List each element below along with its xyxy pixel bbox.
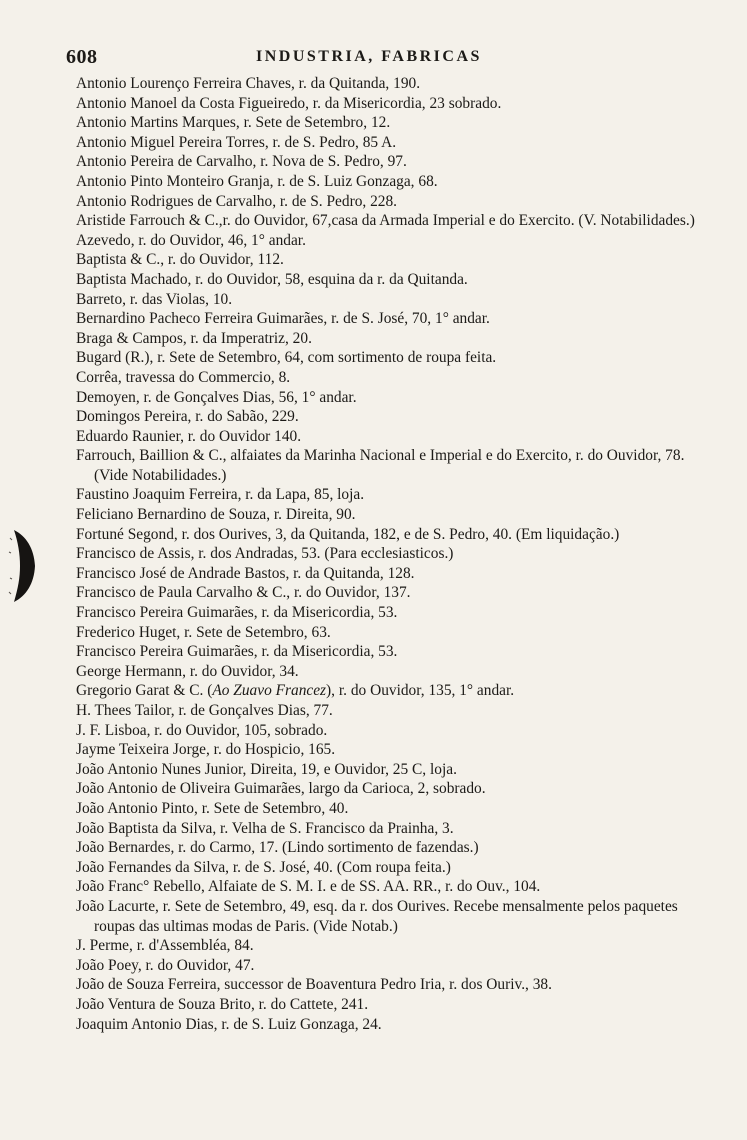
directory-entry: João Poey, r. do Ouvidor, 47. <box>76 956 255 974</box>
directory-entry: Francisco José de Andrade Bastos, r. da Quitanda, 128. <box>76 564 415 582</box>
directory-entry: Feliciano Bernardino de Souza, r. Direita, 90. <box>76 506 356 524</box>
directory-entry: H. Thees Tailor, r. de Gonçalves Dias, 77. <box>76 702 333 719</box>
directory-entry: João Franc° Rebello, Alfaiate de S. M. I. e de SS. AA. RR., r. do Ouv., 104. <box>76 878 541 896</box>
directory-entry: Francisco Pereira Guimarães, r. da Misericordia, 53. <box>76 643 398 661</box>
directory-entry: George Hermann, r. do Ouvidor, 34. <box>76 662 299 680</box>
page-header <box>66 44 706 74</box>
entry-text: ), r. do Ouvidor, 135, 1° andar. <box>326 682 515 700</box>
directory-entry: Aristide Farrouch & C.,r. do Ouvidor, 67,casa da Armada Imperial e do Exercito. (V. Notabilidades.) <box>76 212 695 230</box>
directory-entry: Antonio Pereira de Carvalho, r. Nova de S. Pedro, 97. <box>76 153 407 171</box>
directory-entry: João Antonio Nunes Junior, Direita, 19, e Ouvidor, 25 C, loja. <box>76 760 457 778</box>
directory-entry: Antonio Manoel da Costa Figueiredo, r. da Misericordia, 23 sobrado. <box>76 94 502 112</box>
directory-entry: João Antonio Pinto, r. Sete de Setembro, 40. <box>76 799 349 817</box>
directory-entry: Antonio Pinto Monteiro Granja, r. de S. Luiz Gonzaga, 68. <box>76 172 438 190</box>
directory-entry: João Ventura de Souza Brito, r. do Cattete, 241. <box>76 995 369 1013</box>
directory-entry: Bernardino Pacheco Ferreira Guimarães, r. de S. José, 70, 1° andar. <box>76 310 490 328</box>
directory-entry: Francisco de Paula Carvalho & C., r. do Ouvidor, 137. <box>76 584 411 602</box>
directory-entry: J. Perme, r. d'Assembléa, 84. <box>76 937 254 955</box>
directory-entry: João Antonio de Oliveira Guimarães, largo da Carioca, 2, sobrado. <box>76 780 486 798</box>
directory-entry: Fortuné Segond, r. dos Ourives, 3, da Quitanda, 182, e de S. Pedro, 40. (Em liquidação.) <box>76 525 620 543</box>
directory-entry: Frederico Huget, r. Sete de Setembro, 63. <box>76 623 331 641</box>
directory-entry: J. F. Lisboa, r. do Ouvidor, 105, sobrado. <box>76 721 328 739</box>
directory-entry: Barreto, r. das Violas, 10. <box>76 290 233 308</box>
directory-entry: João de Souza Ferreira, successor de Boaventura Pedro Iria, r. dos Ouriv., 38. <box>76 976 552 994</box>
directory-entry: Eduardo Raunier, r. do Ouvidor 140. <box>76 427 302 445</box>
entry-text: Gregorio Garat & C. ( <box>76 682 213 700</box>
directory-entry: Farrouch, Baillion & C., alfaiates da Marinha Nacional e Imperial e do Exercito, r. do Ouvidor, 78. (Vide Notabilidades.) <box>76 447 685 484</box>
directory-entry: Bugard (R.), r. Sete de Setembro, 64, com sortimento de roupa feita. <box>76 349 497 367</box>
directory-entry: Francisco Pereira Guimarães, r. da Misericordia, 53. <box>76 604 398 622</box>
directory-entry: João Baptista da Silva, r. Velha de S. Francisco da Prainha, 3. <box>76 819 454 837</box>
directory-entry: Azevedo, r. do Ouvidor, 46, 1° andar. <box>76 231 306 249</box>
directory-entry: Jayme Teixeira Jorge, r. do Hospicio, 165. <box>76 741 336 759</box>
directory-entry: Faustino Joaquim Ferreira, r. da Lapa, 85, loja. <box>76 486 365 504</box>
directory-entry: Antonio Lourenço Ferreira Chaves, r. da Quitanda, 190. <box>76 75 421 92</box>
running-title: INDUSTRIA, FABRICAS <box>256 48 482 65</box>
directory-entry: Antonio Rodrigues de Carvalho, r. de S. Pedro, 228. <box>76 192 398 210</box>
directory-entry: João Lacurte, r. Sete de Setembro, 49, esq. da r. dos Ourives. Recebe mensalmente pelos paquetes roupas das ultimas modas de Paris. (Vide Notab.) <box>76 897 678 935</box>
directory-entry: Corrêa, travessa do Commercio, 8. <box>76 368 291 386</box>
directory-entry: Domingos Pereira, r. do Sabão, 229. <box>76 408 299 426</box>
directory-entry: Antonio Miguel Pereira Torres, r. de S. Pedro, 85 A. <box>76 133 397 151</box>
directory-entry: Demoyen, r. de Gonçalves Dias, 56, 1° andar. <box>76 388 357 406</box>
directory-entry: Baptista Machado, r. do Ouvidor, 58, esquina da r. da Quitanda. <box>76 270 468 288</box>
margin-ink-stain-icon <box>8 528 42 604</box>
directory-entry: Joaquim Antonio Dias, r. de S. Luiz Gonzaga, 24. <box>76 1015 382 1033</box>
directory-list <box>76 74 706 1034</box>
directory-entry: Braga & Campos, r. da Imperatriz, 20. <box>76 329 312 347</box>
directory-entry: João Bernardes, r. do Carmo, 17. (Lindo sortimento de fazendas.) <box>76 839 479 857</box>
directory-entry: Antonio Martins Marques, r. Sete de Setembro, 12. <box>76 114 391 132</box>
directory-entry: João Fernandes da Silva, r. de S. José, 40. (Com roupa feita.) <box>76 858 451 876</box>
directory-entry <box>76 681 706 701</box>
directory-entry: Francisco de Assis, r. dos Andradas, 53. (Para ecclesiasticos.) <box>76 545 454 563</box>
page-number: 608 <box>66 46 98 68</box>
entry-shop-name: Ao Zuavo Francez <box>212 682 327 700</box>
directory-entry: Baptista & C., r. do Ouvidor, 112. <box>76 251 284 269</box>
